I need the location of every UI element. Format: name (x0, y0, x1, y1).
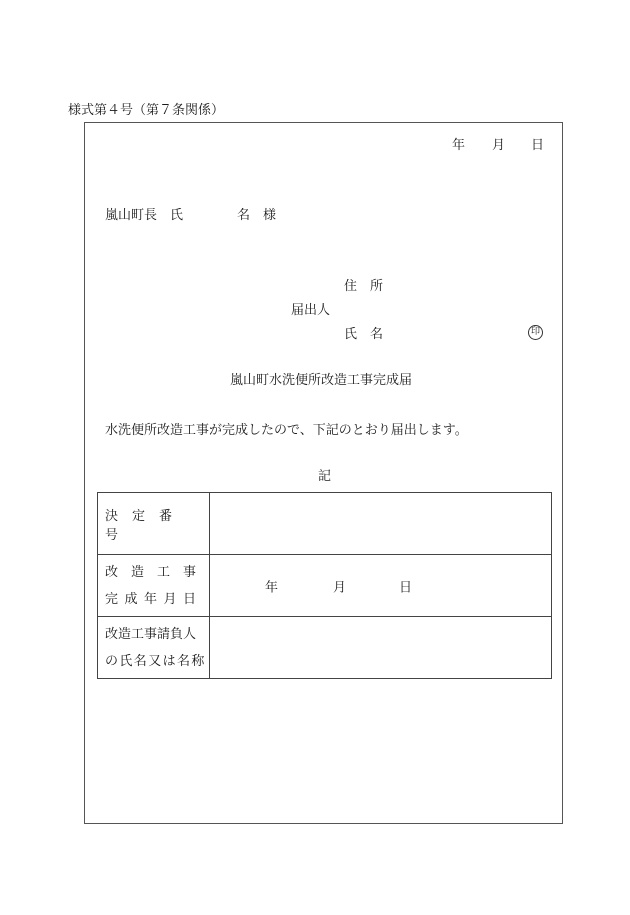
decision-number-label: 決定番号 (105, 508, 187, 543)
applicant-role-label: 届出人 (291, 303, 331, 318)
document-body-text: 水洗便所改造工事が完成したので、下記のとおり届出します。 (105, 423, 468, 438)
seal-mark-icon: 印 (528, 325, 543, 340)
contractor-label-line2: の氏名又は名称 (105, 653, 206, 669)
table-row (98, 617, 552, 679)
addressee-title: 嵐山町長 氏 (105, 208, 184, 223)
completion-date-label-line2: 完成年月日 (105, 591, 203, 607)
submission-month-label: 月 (492, 138, 506, 153)
applicant-name-label: 氏 名 (344, 327, 384, 342)
record-table (97, 492, 552, 679)
submission-year-label: 年 (452, 138, 466, 153)
contractor-label-line1: 改造工事請負人 (105, 626, 197, 642)
table-row (98, 493, 552, 555)
completion-date-label-cell (98, 555, 210, 617)
completion-date-label-line1: 改造工事 (105, 564, 210, 580)
applicant-address-label: 住 所 (344, 279, 384, 294)
completion-year-label: 年 (265, 580, 279, 595)
decision-number-value-cell[interactable] (210, 493, 552, 555)
contractor-label-cell (98, 617, 210, 679)
form-number-label: 様式第４号（第７条関係） (68, 103, 225, 118)
completion-day-label: 日 (399, 580, 413, 595)
completion-date-value-cell[interactable] (210, 555, 552, 617)
contractor-value-cell[interactable] (210, 617, 552, 679)
table-row (98, 555, 552, 617)
ki-heading: 記 (318, 469, 332, 484)
addressee-name-suffix: 名 様 (237, 208, 277, 223)
decision-number-label-cell (98, 493, 210, 555)
document-title: 嵐山町水洗便所改造工事完成届 (230, 373, 413, 388)
submission-day-label: 日 (531, 138, 545, 153)
completion-month-label: 月 (333, 580, 347, 595)
